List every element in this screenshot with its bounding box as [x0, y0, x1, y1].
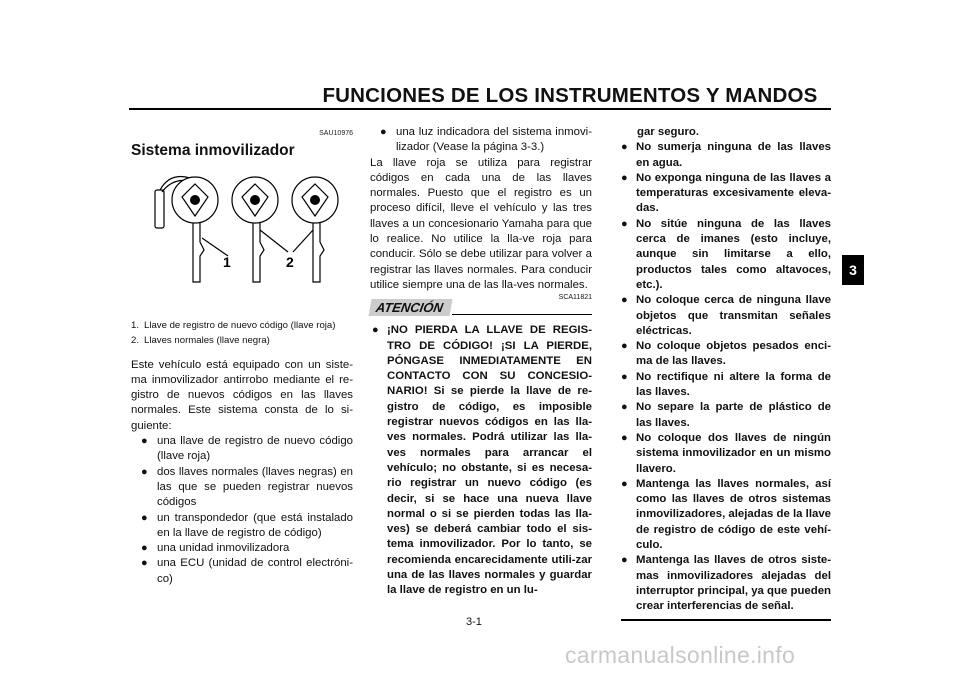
list-item: ● dos llaves normales (llaves negras) en las que se pueden registrar nuevos códigos [141, 465, 353, 511]
chapter-tab[interactable]: 3 [842, 255, 864, 285]
list-item: ● No coloque objetos pesados enci-ma de las llaves. [621, 339, 831, 370]
figure-label-2: 2 [286, 254, 294, 270]
atencion-badge: ATENCIÓN [368, 299, 452, 316]
list-item: ● No coloque dos llaves de ningún sistema inmovilizador en un mismo llavero. [621, 431, 831, 477]
watermark: carmanualsonline.info [565, 642, 796, 668]
notice-code: SCA11821 [558, 294, 592, 302]
page-header-title: FUNCIONES DE LOS INSTRUMENTOS Y MANDOS [322, 84, 818, 107]
warning-text: ● ¡NO PIERDA LA LLAVE DE REGIS-TRO DE CÓDIGO! ¡SI LA PIERDE, PÓNGASE INMEDIATAMENTE EN CONTACTO CON SU CONCESIO-NARIO! Si se pierde la llave de re-gistro de código, es imposible registrar nuevos códigos en las lla-ves normales. Podrá utilizar las lla-ves normales para arrancar el vehículo; no obstante, si es necesa-rio registrar un nuevo código (es decir, si se hace una nueva llave normal o si se pierden todas las lla-ves) se deberá cambiar todo el sis-tema inmovilizador. Por lo tanto, se recomienda encarecidamente utili-zar una de las llaves normales y guardar la llave de registro en un lu- [372, 323, 592, 598]
list-item: ● una ECU (unidad de control electróni-co) [141, 556, 353, 587]
list-item: ● No sumerja ninguna de las llaves en agua. [621, 140, 831, 171]
section-code: SAU10976 [319, 130, 353, 137]
header-rule [129, 108, 831, 110]
section-end-rule [621, 619, 831, 621]
caption-number: 1. [131, 319, 140, 331]
middle-column [370, 125, 592, 599]
list-item: ● No coloque cerca de ninguna llave objetos que transmitan señales eléctricas. [621, 293, 831, 339]
figure-captions [131, 320, 353, 348]
list-item: ● una unidad inmovilizadora [141, 541, 353, 556]
list-item: ● Mantenga las llaves normales, así como las llaves de otros sistemas inmovilizadores, alejadas de la llave de registro de código de este vehí-culo. [621, 477, 831, 553]
list-item: ● una llave de registro de nuevo código (llave roja) [141, 434, 353, 465]
list-item: ● Mantenga las llaves de otros siste-mas inmovilizadores alejadas del interruptor principal, ya que pueden crear interferencias de señal. [621, 553, 831, 614]
list-item: ● una luz indicadora del sistema inmovi-lizador (Vease la página 3-3.) [380, 125, 592, 156]
notice-header [370, 294, 592, 319]
intro-paragraph: Este vehículo está equipado con un siste-ma inmovilizador antirrobo mediante el re-gistro de nuevos códigos en las llaves normales. Este sistema consta de lo si-guiente: [131, 358, 353, 432]
list-item: ● No separe la parte de plástico de las llaves. [621, 400, 831, 431]
caption-item [131, 335, 353, 348]
list-item: ● No rectifique ni altere la forma de las llaves. [621, 370, 831, 401]
figure-label-1: 1 [223, 254, 231, 270]
caption-item [131, 320, 353, 333]
list-item: ● No sitúe ninguna de las llaves cerca de imanes (esto incluye, aunque sin limitarse a ello, productos tales como altavoces, etc.). [621, 217, 831, 293]
notice-rule [452, 314, 592, 315]
caption-number: 2. [131, 335, 140, 347]
keys-illustration [150, 170, 350, 295]
paragraph: La llave roja se utiliza para registrar códigos en cada una de las llaves normales. Puesto que el registro es un proceso difícil, lleve el vehículo y las tres llaves a un concesionario Yamaha para que lo realice. No utilice la lla-ve roja para conducir. Sólo se debe utilizar para volver a registrar las llaves normales. Para conducir utilice siempre una de las lla-ves normales. [370, 156, 592, 291]
page-number: 3-1 [466, 616, 482, 628]
continued-text: gar seguro. [637, 126, 700, 138]
right-column [604, 125, 831, 621]
section-title: Sistema inmovilizador [131, 142, 295, 160]
caption-text: Llave de registro de nuevo código (llave roja) [144, 319, 336, 331]
list-item: ● un transpondedor (que está instalado en la llave de registro de código) [141, 511, 353, 542]
caption-text: Llaves normales (llave negra) [144, 335, 270, 347]
list-item: ● No exponga ninguna de las llaves a temperaturas excesivamente eleva-das. [621, 171, 831, 217]
